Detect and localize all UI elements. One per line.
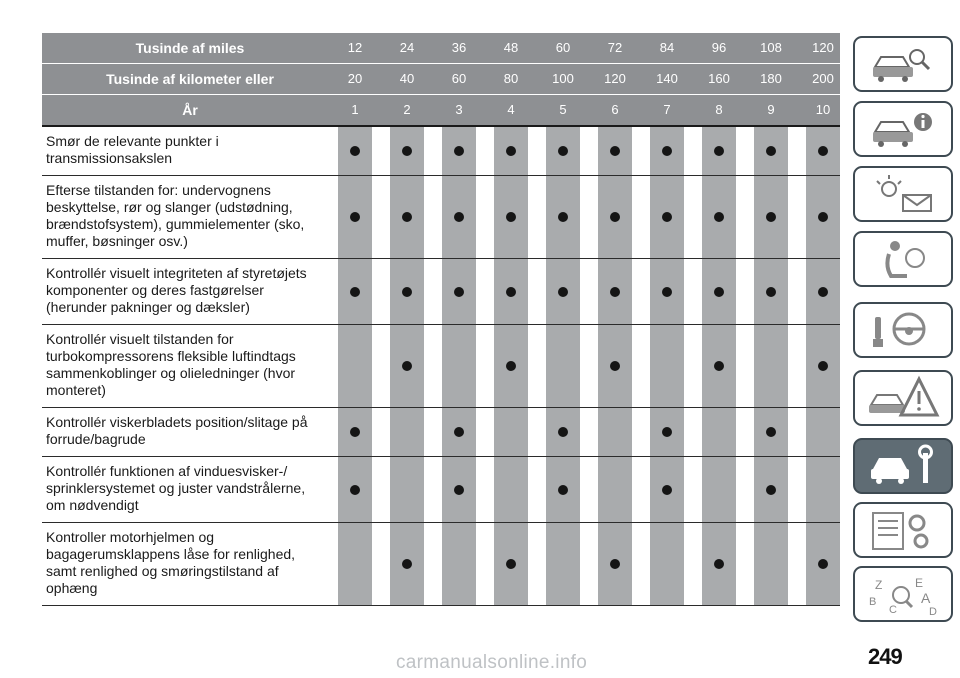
service-dot bbox=[350, 146, 360, 156]
header-value: 6 bbox=[611, 102, 619, 117]
chapter-tab-car-breakdown-warning[interactable] bbox=[853, 370, 953, 426]
header-label: Tusinde af miles bbox=[135, 40, 245, 56]
service-dot bbox=[610, 361, 620, 371]
service-dot bbox=[818, 287, 828, 297]
column-gap bbox=[788, 325, 806, 407]
schedule-cell bbox=[546, 259, 580, 324]
schedule-cell bbox=[546, 408, 580, 456]
column-gap bbox=[736, 457, 754, 522]
table-row bbox=[42, 523, 840, 606]
column-gap bbox=[424, 408, 442, 456]
schedule-cell bbox=[546, 127, 580, 175]
table-row bbox=[42, 259, 840, 325]
column-gap bbox=[528, 95, 546, 125]
steering-key-icon bbox=[863, 307, 943, 353]
schedule-cell bbox=[650, 408, 684, 456]
column-gap bbox=[476, 64, 494, 94]
schedule-cell bbox=[702, 325, 736, 407]
schedule-cell bbox=[806, 259, 840, 324]
row-label: Kontrollér funktionen af vinduesvisker-/ sprinklersystemet og juster vandstrålerne, om nødvendigt bbox=[46, 463, 306, 513]
schedule-cell bbox=[650, 325, 684, 407]
schedule-cell bbox=[702, 127, 736, 175]
column-gap bbox=[476, 176, 494, 258]
service-dot bbox=[714, 559, 724, 569]
schedule-cell bbox=[806, 127, 840, 175]
table-row bbox=[42, 408, 840, 457]
service-dot bbox=[818, 559, 828, 569]
chapter-tab-airbag-seat[interactable] bbox=[853, 231, 953, 287]
service-dot bbox=[402, 146, 412, 156]
column-gap bbox=[372, 176, 390, 258]
column-gap bbox=[372, 64, 390, 94]
column-gap bbox=[372, 95, 390, 125]
row-label: Kontrollér viskerbladets position/slitage på forrude/bagrude bbox=[46, 414, 308, 447]
service-dot bbox=[610, 146, 620, 156]
column-gap bbox=[528, 127, 546, 175]
header-value: 4 bbox=[507, 102, 515, 117]
header-value: 5 bbox=[559, 102, 567, 117]
column-gap bbox=[684, 523, 702, 605]
schedule-cell bbox=[442, 259, 476, 324]
column-gap bbox=[424, 64, 442, 94]
column-gap bbox=[736, 408, 754, 456]
service-dot bbox=[610, 287, 620, 297]
svg-text:B: B bbox=[869, 596, 877, 608]
svg-text:A: A bbox=[921, 590, 931, 606]
schedule-cell bbox=[754, 325, 788, 407]
header-value: 48 bbox=[503, 40, 519, 55]
service-dot bbox=[714, 287, 724, 297]
header-value: 60 bbox=[555, 40, 571, 55]
header-label: År bbox=[182, 102, 198, 118]
header-value: 12 bbox=[347, 40, 363, 55]
service-dot bbox=[558, 146, 568, 156]
schedule-cell bbox=[702, 523, 736, 605]
column-gap bbox=[424, 457, 442, 522]
schedule-cell bbox=[650, 259, 684, 324]
schedule-cell bbox=[338, 523, 372, 605]
chapter-tab-car-maintenance-wrench[interactable] bbox=[853, 438, 953, 494]
schedule-cell bbox=[598, 176, 632, 258]
schedule-cell bbox=[702, 176, 736, 258]
svg-text:E: E bbox=[915, 576, 924, 590]
table-row bbox=[42, 127, 840, 176]
schedule-cell bbox=[546, 176, 580, 258]
service-dot bbox=[558, 485, 568, 495]
column-gap bbox=[632, 127, 650, 175]
service-dot bbox=[506, 559, 516, 569]
header-value: 120 bbox=[812, 40, 834, 55]
column-gap bbox=[736, 127, 754, 175]
schedule-cell bbox=[598, 523, 632, 605]
column-gap bbox=[424, 325, 442, 407]
service-dot bbox=[662, 287, 672, 297]
header-value: 1 bbox=[351, 102, 359, 117]
schedule-cell bbox=[598, 457, 632, 522]
column-gap bbox=[580, 523, 598, 605]
column-gap bbox=[528, 408, 546, 456]
column-gap bbox=[424, 127, 442, 175]
column-gap bbox=[476, 523, 494, 605]
header-value: 2 bbox=[403, 102, 411, 117]
row-label: Kontrollér visuelt integriteten af styretøjets komponenter og deres fastgørelser (herunder pakninger og dæksler) bbox=[46, 265, 307, 315]
schedule-cell bbox=[338, 127, 372, 175]
column-gap bbox=[736, 259, 754, 324]
column-gap bbox=[476, 457, 494, 522]
header-label: Tusinde af kilometer eller bbox=[106, 71, 274, 87]
table-row bbox=[42, 176, 840, 259]
schedule-cell bbox=[494, 523, 528, 605]
header-value: 9 bbox=[767, 102, 775, 117]
column-gap bbox=[528, 176, 546, 258]
schedule-cell bbox=[390, 325, 424, 407]
service-dot bbox=[766, 427, 776, 437]
watermark: carmanualsonline.info bbox=[396, 652, 588, 673]
schedule-cell bbox=[754, 259, 788, 324]
column-gap bbox=[736, 523, 754, 605]
schedule-cell bbox=[754, 127, 788, 175]
service-dot bbox=[506, 212, 516, 222]
table-row bbox=[42, 325, 840, 408]
column-gap bbox=[632, 523, 650, 605]
schedule-cell bbox=[494, 457, 528, 522]
schedule-cell bbox=[546, 457, 580, 522]
service-dot bbox=[818, 212, 828, 222]
column-gap bbox=[424, 33, 442, 63]
header-value: 108 bbox=[760, 40, 782, 55]
column-gap bbox=[580, 457, 598, 522]
service-dot bbox=[610, 559, 620, 569]
service-dot bbox=[506, 146, 516, 156]
header-value: 72 bbox=[607, 40, 623, 55]
schedule-cell bbox=[442, 523, 476, 605]
schedule-cell bbox=[494, 176, 528, 258]
column-gap bbox=[580, 33, 598, 63]
column-gap bbox=[580, 64, 598, 94]
header-value: 40 bbox=[399, 71, 415, 86]
schedule-cell bbox=[806, 176, 840, 258]
schedule-cell bbox=[442, 176, 476, 258]
schedule-cell bbox=[702, 259, 736, 324]
chapter-tab-warning-light-message[interactable] bbox=[853, 166, 953, 222]
service-dot bbox=[402, 212, 412, 222]
column-gap bbox=[372, 127, 390, 175]
service-dot bbox=[506, 361, 516, 371]
schedule-cell bbox=[598, 408, 632, 456]
schedule-cell bbox=[390, 408, 424, 456]
column-gap bbox=[372, 457, 390, 522]
column-gap bbox=[632, 33, 650, 63]
service-dot bbox=[454, 287, 464, 297]
schedule-cell bbox=[702, 408, 736, 456]
column-gap bbox=[476, 259, 494, 324]
column-gap bbox=[372, 259, 390, 324]
warning-light-message-icon bbox=[863, 171, 943, 217]
schedule-cell bbox=[338, 325, 372, 407]
schedule-cell bbox=[650, 457, 684, 522]
schedule-cell bbox=[598, 325, 632, 407]
column-gap bbox=[788, 64, 806, 94]
column-gap bbox=[476, 325, 494, 407]
svg-text:Z: Z bbox=[875, 578, 883, 592]
column-gap bbox=[372, 325, 390, 407]
schedule-cell bbox=[390, 127, 424, 175]
maintenance-schedule-table bbox=[42, 33, 840, 606]
car-search-icon bbox=[863, 41, 943, 87]
service-dot bbox=[506, 287, 516, 297]
schedule-cell bbox=[806, 408, 840, 456]
service-dot bbox=[454, 146, 464, 156]
column-gap bbox=[736, 95, 754, 125]
service-dot bbox=[350, 485, 360, 495]
column-gap bbox=[528, 457, 546, 522]
header-value: 100 bbox=[552, 71, 574, 86]
column-gap bbox=[684, 64, 702, 94]
header-value: 200 bbox=[812, 71, 834, 86]
schedule-cell bbox=[754, 176, 788, 258]
service-dot bbox=[662, 485, 672, 495]
chapter-tab-steering-key[interactable] bbox=[853, 302, 953, 358]
column-gap bbox=[476, 408, 494, 456]
schedule-cell bbox=[494, 127, 528, 175]
column-gap bbox=[424, 259, 442, 324]
schedule-cell bbox=[650, 176, 684, 258]
column-gap bbox=[788, 127, 806, 175]
service-dot bbox=[454, 212, 464, 222]
svg-text:C: C bbox=[889, 604, 897, 616]
column-gap bbox=[476, 127, 494, 175]
column-gap bbox=[580, 127, 598, 175]
header-value: 84 bbox=[659, 40, 675, 55]
column-gap bbox=[632, 259, 650, 324]
spec-list-gear-icon bbox=[863, 507, 943, 553]
column-gap bbox=[372, 408, 390, 456]
column-gap bbox=[528, 325, 546, 407]
chapter-tab-spec-list-gear[interactable] bbox=[853, 502, 953, 558]
column-gap bbox=[632, 95, 650, 125]
service-dot bbox=[350, 212, 360, 222]
service-dot bbox=[714, 212, 724, 222]
schedule-cell bbox=[754, 457, 788, 522]
column-gap bbox=[736, 33, 754, 63]
schedule-cell bbox=[494, 259, 528, 324]
column-gap bbox=[632, 64, 650, 94]
column-gap bbox=[580, 95, 598, 125]
service-dot bbox=[558, 212, 568, 222]
column-gap bbox=[684, 325, 702, 407]
service-dot bbox=[454, 427, 464, 437]
car-breakdown-warning-icon bbox=[863, 375, 943, 421]
schedule-cell bbox=[494, 325, 528, 407]
column-gap bbox=[580, 259, 598, 324]
header-value: 120 bbox=[604, 71, 626, 86]
service-dot bbox=[402, 559, 412, 569]
column-gap bbox=[424, 523, 442, 605]
column-gap bbox=[424, 95, 442, 125]
column-gap bbox=[372, 33, 390, 63]
service-dot bbox=[714, 361, 724, 371]
column-gap bbox=[788, 95, 806, 125]
schedule-cell bbox=[650, 127, 684, 175]
schedule-cell bbox=[442, 457, 476, 522]
header-value: 180 bbox=[760, 71, 782, 86]
service-dot bbox=[454, 485, 464, 495]
schedule-cell bbox=[546, 325, 580, 407]
row-label: Kontrollér visuelt tilstanden for turbokompressorens fleksible luftindtags sammenkoblinger og olieledninger (hvor monteret) bbox=[46, 331, 296, 398]
service-dot bbox=[350, 427, 360, 437]
schedule-cell bbox=[806, 523, 840, 605]
schedule-cell bbox=[546, 523, 580, 605]
column-gap bbox=[632, 408, 650, 456]
column-gap bbox=[736, 176, 754, 258]
schedule-cell bbox=[390, 259, 424, 324]
schedule-cell bbox=[806, 457, 840, 522]
schedule-cell bbox=[338, 408, 372, 456]
column-gap bbox=[580, 408, 598, 456]
chapter-tab-alphabet-index[interactable] bbox=[853, 566, 953, 622]
service-dot bbox=[766, 287, 776, 297]
column-gap bbox=[788, 408, 806, 456]
header-value: 96 bbox=[711, 40, 727, 55]
column-gap bbox=[788, 457, 806, 522]
column-gap bbox=[372, 523, 390, 605]
service-dot bbox=[766, 485, 776, 495]
alphabet-index-icon bbox=[863, 571, 943, 617]
service-dot bbox=[714, 146, 724, 156]
column-gap bbox=[788, 176, 806, 258]
schedule-cell bbox=[754, 408, 788, 456]
header-value: 36 bbox=[451, 40, 467, 55]
schedule-cell bbox=[338, 457, 372, 522]
airbag-seat-icon bbox=[863, 236, 943, 282]
service-dot bbox=[558, 427, 568, 437]
service-dot bbox=[818, 361, 828, 371]
column-gap bbox=[788, 523, 806, 605]
svg-text:D: D bbox=[929, 606, 937, 617]
chapter-tab-car-info[interactable] bbox=[853, 101, 953, 157]
header-value: 140 bbox=[656, 71, 678, 86]
column-gap bbox=[684, 176, 702, 258]
header-row bbox=[42, 33, 840, 64]
page-number: 249 bbox=[868, 644, 902, 669]
header-value: 60 bbox=[451, 71, 467, 86]
service-dot bbox=[610, 212, 620, 222]
service-dot bbox=[662, 212, 672, 222]
column-gap bbox=[528, 259, 546, 324]
service-dot bbox=[662, 427, 672, 437]
car-info-icon bbox=[863, 106, 943, 152]
header-value: 10 bbox=[815, 102, 831, 117]
car-maintenance-wrench-icon bbox=[863, 443, 943, 489]
service-dot bbox=[818, 146, 828, 156]
header-value: 7 bbox=[663, 102, 671, 117]
header-row bbox=[42, 64, 840, 95]
column-gap bbox=[788, 259, 806, 324]
column-gap bbox=[684, 127, 702, 175]
service-dot bbox=[558, 287, 568, 297]
chapter-tab-car-search[interactable] bbox=[853, 36, 953, 92]
header-value: 80 bbox=[503, 71, 519, 86]
row-label: Kontroller motorhjelmen og bagagerumsklappens låse for renlighed, samt renlighed og smøringstilstand af ophæng bbox=[46, 529, 296, 596]
column-gap bbox=[476, 95, 494, 125]
column-gap bbox=[424, 176, 442, 258]
column-gap bbox=[476, 33, 494, 63]
schedule-cell bbox=[598, 127, 632, 175]
column-gap bbox=[580, 325, 598, 407]
service-dot bbox=[662, 146, 672, 156]
schedule-cell bbox=[494, 408, 528, 456]
schedule-cell bbox=[338, 259, 372, 324]
column-gap bbox=[528, 523, 546, 605]
schedule-cell bbox=[598, 259, 632, 324]
schedule-cell bbox=[702, 457, 736, 522]
schedule-cell bbox=[390, 176, 424, 258]
header-value: 24 bbox=[399, 40, 415, 55]
column-gap bbox=[684, 33, 702, 63]
schedule-cell bbox=[390, 457, 424, 522]
column-gap bbox=[632, 457, 650, 522]
header-value: 160 bbox=[708, 71, 730, 86]
schedule-cell bbox=[390, 523, 424, 605]
column-gap bbox=[736, 325, 754, 407]
column-gap bbox=[632, 176, 650, 258]
schedule-cell bbox=[442, 127, 476, 175]
service-dot bbox=[350, 287, 360, 297]
row-label: Efterse tilstanden for: undervognens beskyttelse, rør og slanger (udstødning, brændstofsystem), gummielementer (sko, muffer, bøsninger osv.) bbox=[46, 182, 305, 249]
column-gap bbox=[580, 176, 598, 258]
schedule-cell bbox=[338, 176, 372, 258]
table-row bbox=[42, 457, 840, 523]
header-row bbox=[42, 95, 840, 127]
column-gap bbox=[736, 64, 754, 94]
row-label: Smør de relevante punkter i transmissionsakslen bbox=[46, 133, 219, 166]
service-dot bbox=[402, 361, 412, 371]
column-gap bbox=[684, 259, 702, 324]
schedule-cell bbox=[806, 325, 840, 407]
service-dot bbox=[766, 212, 776, 222]
service-dot bbox=[402, 287, 412, 297]
schedule-cell bbox=[442, 408, 476, 456]
column-gap bbox=[632, 325, 650, 407]
column-gap bbox=[684, 95, 702, 125]
column-gap bbox=[788, 33, 806, 63]
column-gap bbox=[528, 33, 546, 63]
service-dot bbox=[766, 146, 776, 156]
header-value: 20 bbox=[347, 71, 363, 86]
column-gap bbox=[684, 457, 702, 522]
header-value: 3 bbox=[455, 102, 463, 117]
header-value: 8 bbox=[715, 102, 723, 117]
schedule-cell bbox=[754, 523, 788, 605]
column-gap bbox=[684, 408, 702, 456]
schedule-cell bbox=[650, 523, 684, 605]
column-gap bbox=[528, 64, 546, 94]
schedule-cell bbox=[442, 325, 476, 407]
